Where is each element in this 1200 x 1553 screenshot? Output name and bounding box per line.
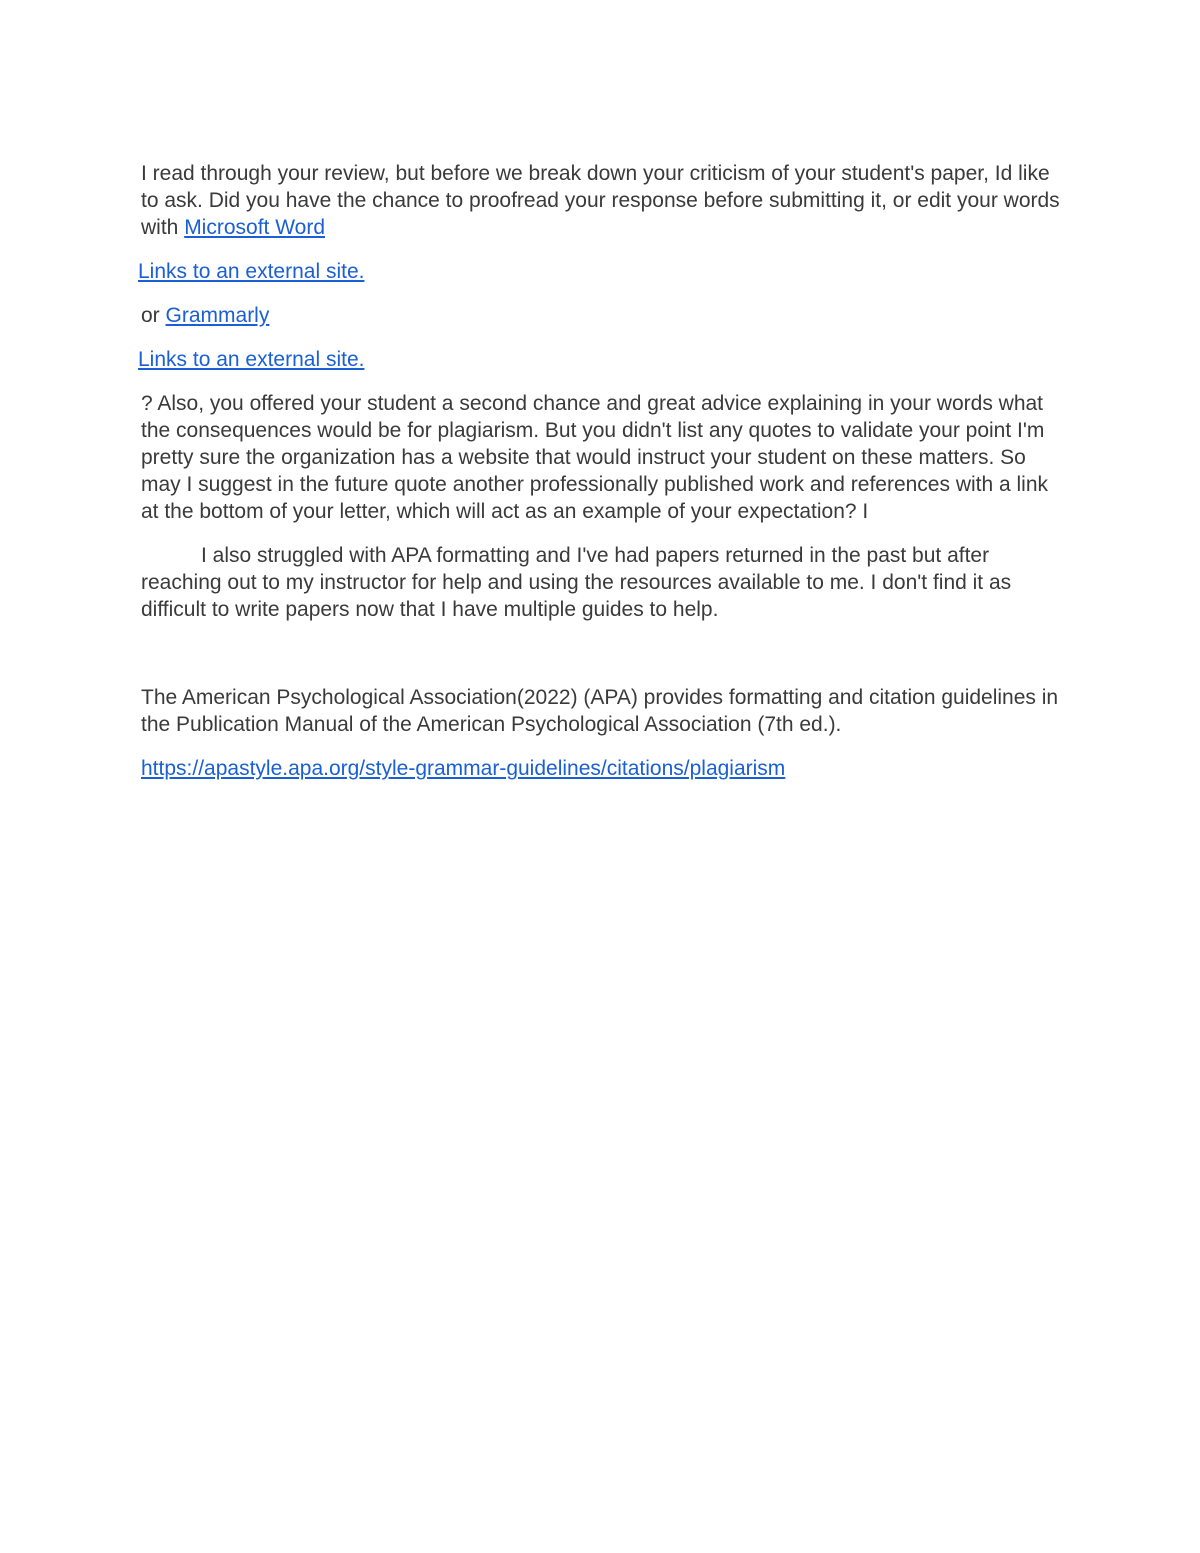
reference-url-line (141, 755, 1061, 782)
paragraph-intro-text: I read through your review, but before we break down your criticism of your student's paper, Id like to ask. Did you have the chance to proofread your response before submitting it, or edit your words with (141, 162, 1060, 239)
external-site-link-2[interactable]: Links to an external site. (138, 348, 365, 371)
paragraph-advice: ? Also, you offered your student a second chance and great advice explaining in your words what the consequences would be for plagiarism. But you didn't list any quotes to validate your point I'm pretty sure the organization has a website that would instruct your student on these matters. So may I suggest in the future quote another professionally published work and references with a link at the bottom of your letter, which will act as an example of your expectation? I (141, 392, 1049, 523)
external-link-notice-2 (138, 346, 1061, 373)
paragraph-intro (141, 160, 1061, 241)
external-link-notice-1 (138, 258, 1061, 285)
paragraph-grammarly-prefix: or (141, 304, 166, 327)
document-body (138, 160, 1061, 799)
blank-line (141, 640, 1061, 684)
grammarly-link[interactable]: Grammarly (165, 304, 270, 327)
apa-plagiarism-url-link[interactable]: https://apastyle.apa.org/style-grammar-guidelines/citations/plagiarism (141, 757, 786, 780)
paragraph-grammarly (141, 302, 1061, 329)
microsoft-word-link[interactable]: Microsoft Word (184, 216, 325, 239)
external-site-link-1[interactable]: Links to an external site. (138, 260, 365, 283)
paragraph-apa-struggle-text: I also struggled with APA formatting and I've had papers returned in the past but after reaching out to my instructor for help and using the resources available to me. I don't find it as difficult to write papers now that I have multiple guides to help. (141, 544, 1012, 621)
paragraph-apa-reference: The American Psychological Association(2022) (APA) provides formatting and citation guidelines in the Publication Manual of the American Psychological Association (7th ed.). (141, 686, 1059, 736)
paragraph-apa-struggle (141, 542, 1061, 623)
